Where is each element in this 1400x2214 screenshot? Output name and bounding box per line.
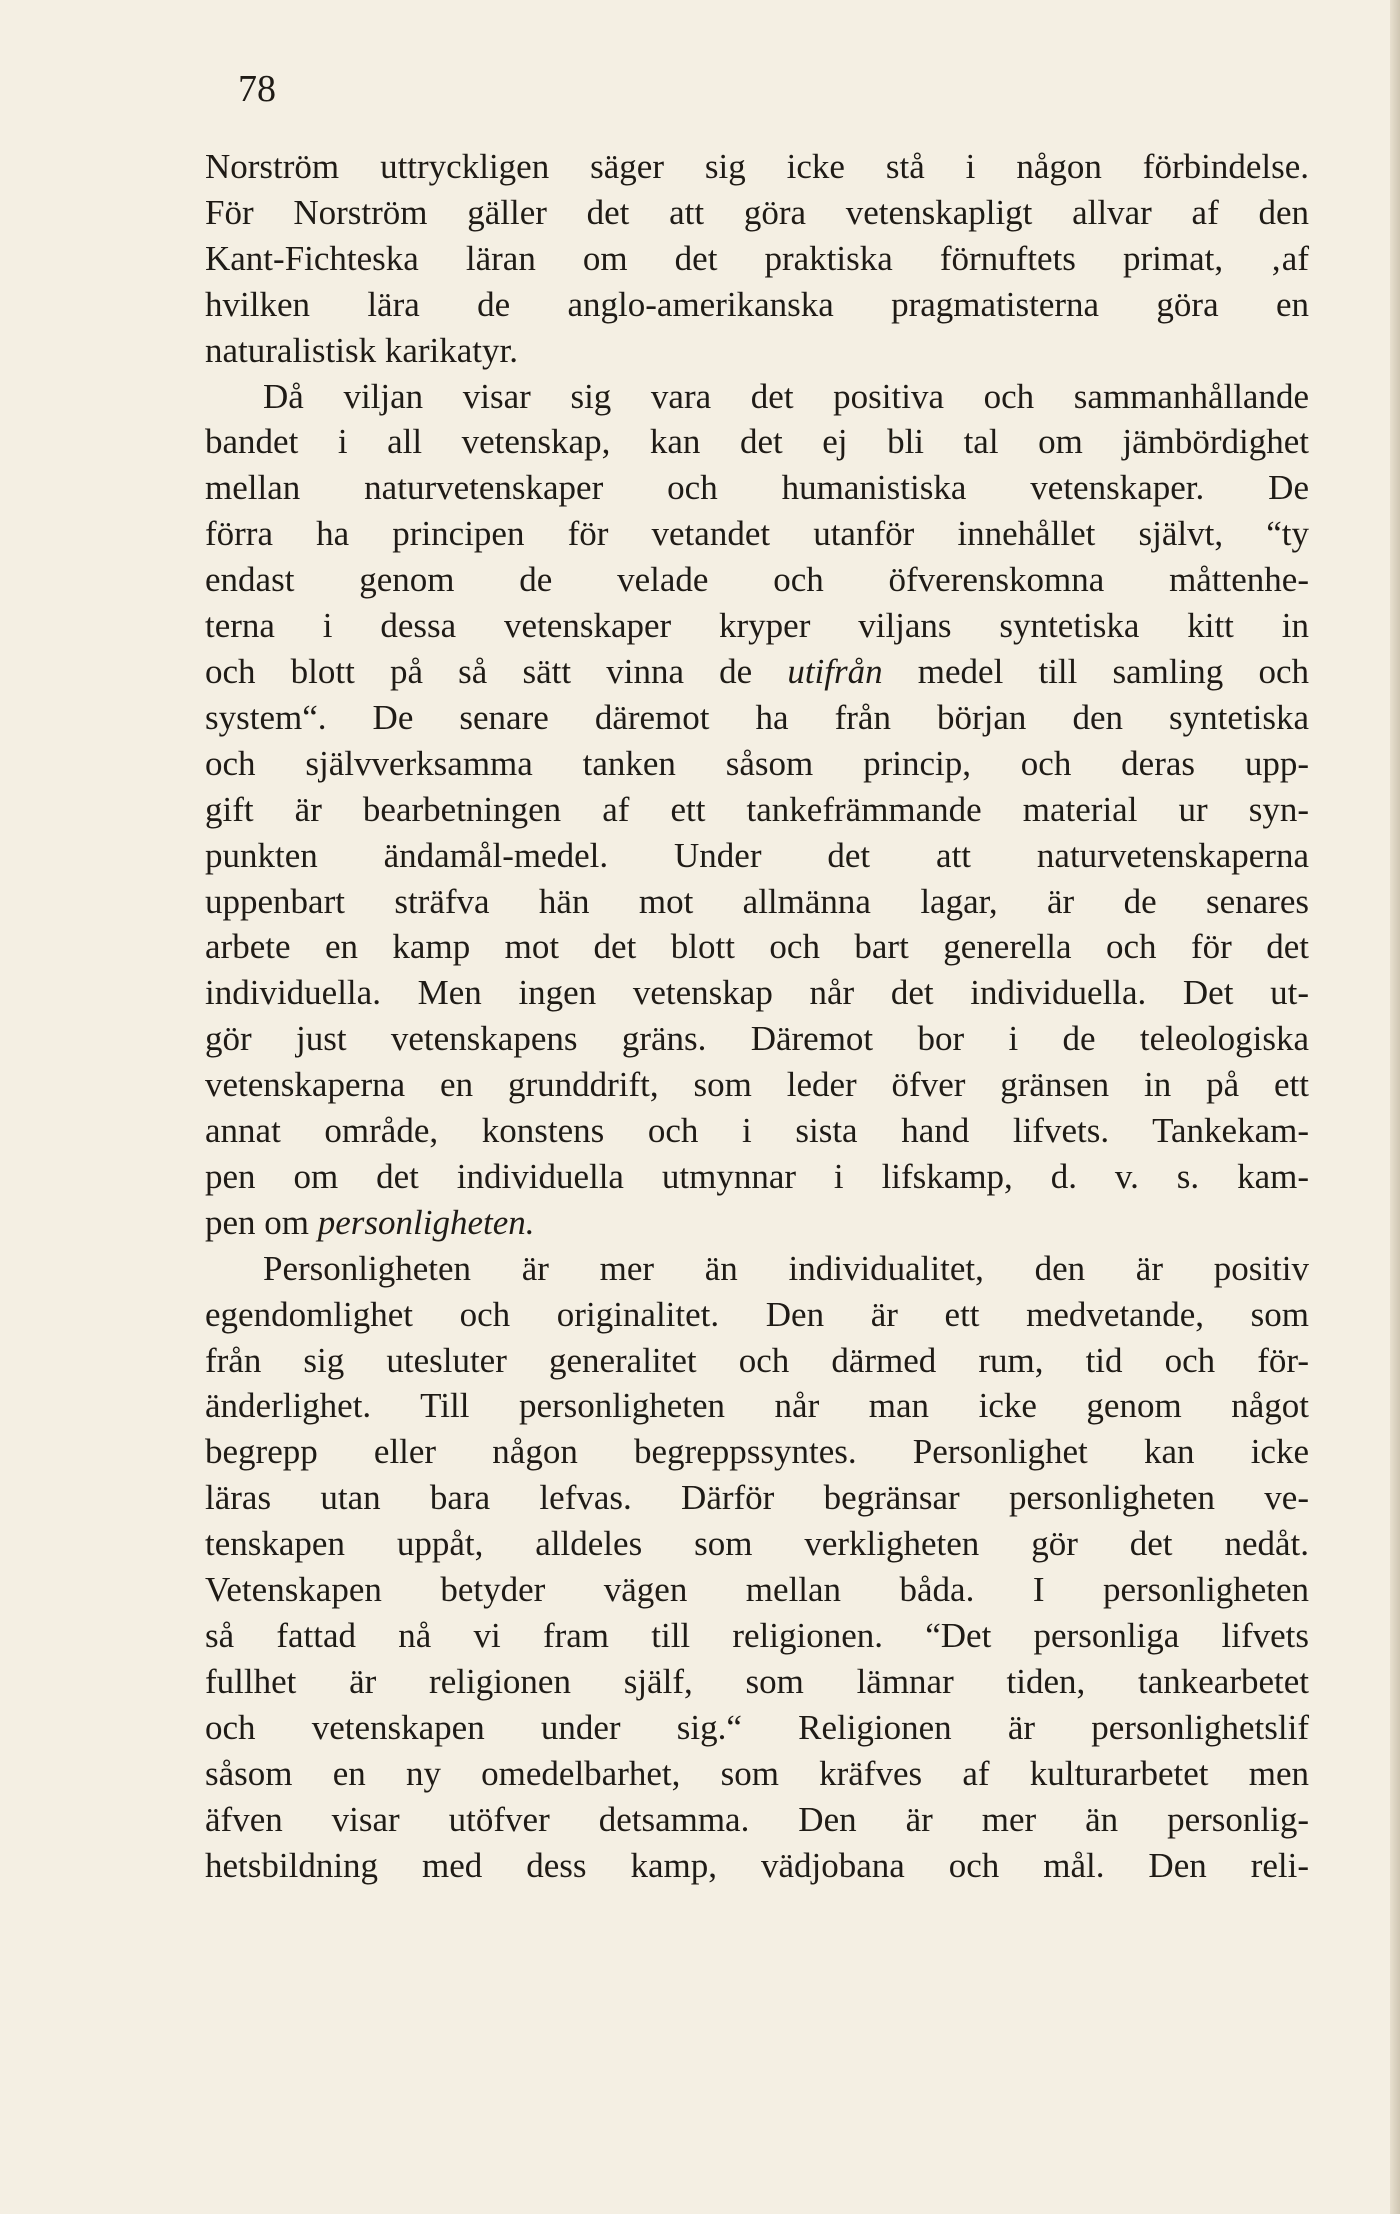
text-line: uppenbart sträfva hän mot allmänna lagar, är de senares xyxy=(205,881,1309,921)
text-line: förra ha principen för vetandet utanför innehållet självt, “ty xyxy=(205,514,1309,554)
text-line: och blott på så sätt vinna de utifrån medel till samling och xyxy=(205,651,1309,691)
text-line: hvilken lära de anglo-amerikanska pragmatisterna göra en xyxy=(205,284,1309,324)
text-line: egendomlighet och originalitet. Den är ett medvetande, som xyxy=(205,1294,1309,1334)
body-text xyxy=(205,144,1309,1888)
text-line: punkten ändamål-medel. Under det att naturvetenskaperna xyxy=(205,835,1309,875)
text-line: annat område, konstens och i sista hand lifvets. Tankekam- xyxy=(205,1111,1309,1151)
text-line: För Norström gäller det att göra vetenskapligt allvar af den xyxy=(205,192,1309,232)
text-line: vetenskaperna en grunddrift, som leder öfver gränsen in på ett xyxy=(205,1065,1309,1105)
text-line: arbete en kamp mot det blott och bart generella och för det xyxy=(205,927,1309,967)
text-line: fullhet är religionen själf, som lämnar tiden, tankearbetet xyxy=(205,1661,1309,1701)
text-line: Då viljan visar sig vara det positiva och sammanhållande xyxy=(263,376,1309,416)
text-line: naturalistisk karikatyr. xyxy=(205,330,518,370)
text-line: från sig utesluter generalitet och därmed rum, tid och för- xyxy=(205,1340,1309,1380)
text-line: Vetenskapen betyder vägen mellan båda. I personligheten xyxy=(205,1570,1309,1610)
text-line: mellan naturvetenskaper och humanistiska vetenskaper. De xyxy=(205,468,1309,508)
text-line: pen om personligheten. xyxy=(205,1202,535,1242)
text-line: pen om det individuella utmynnar i lifskamp, d. v. s. kam- xyxy=(205,1156,1309,1196)
text-line: system“. De senare däremot ha från början den syntetiska xyxy=(205,697,1309,737)
italic-text: utifrån xyxy=(787,651,883,691)
text-line: Kant-Fichteska läran om det praktiska förnuftets primat, ‚af xyxy=(205,238,1309,278)
text-line: Personligheten är mer än individualitet, den är positiv xyxy=(263,1248,1309,1288)
text-line: såsom en ny omedelbarhet, som kräfves af kulturarbetet men xyxy=(205,1753,1309,1793)
italic-text: personligheten. xyxy=(317,1202,535,1242)
text-line: endast genom de velade och öfverenskomna måttenhe- xyxy=(205,560,1309,600)
text-line: hetsbildning med dess kamp, vädjobana och mål. Den reli- xyxy=(205,1845,1309,1885)
text-line: tenskapen uppåt, alldeles som verkligheten gör det nedåt. xyxy=(205,1524,1309,1564)
page-number: 78 xyxy=(238,68,276,110)
text-line: Norström uttryckligen säger sig icke stå i någon förbindelse. xyxy=(205,147,1309,186)
text-line: bandet i all vetenskap, kan det ej bli tal om jämbördighet xyxy=(205,422,1309,462)
text-line: änderlighet. Till personligheten når man icke genom något xyxy=(205,1386,1309,1426)
text-line: och vetenskapen under sig.“ Religionen är personlighetslif xyxy=(205,1707,1309,1747)
text-line: terna i dessa vetenskaper kryper viljans syntetiska kitt in xyxy=(205,606,1309,646)
text-line: begrepp eller någon begreppssyntes. Personlighet kan icke xyxy=(205,1432,1309,1472)
text-line: så fattad nå vi fram till religionen. “Det personliga lifvets xyxy=(205,1616,1309,1655)
text-line: gift är bearbetningen af ett tankefrämmande material ur syn- xyxy=(205,789,1309,829)
text-line: gör just vetenskapens gräns. Däremot bor i de teleologiska xyxy=(205,1019,1309,1059)
page-edge xyxy=(1390,0,1400,2214)
text-line: läras utan bara lefvas. Därför begränsar personligheten ve- xyxy=(205,1478,1309,1518)
text-line: äfven visar utöfver detsamma. Den är mer än personlig- xyxy=(205,1799,1309,1839)
text-line: individuella. Men ingen vetenskap når det individuella. Det ut- xyxy=(205,973,1309,1013)
text-line: och självverksamma tanken såsom princip, och deras upp- xyxy=(205,743,1309,783)
